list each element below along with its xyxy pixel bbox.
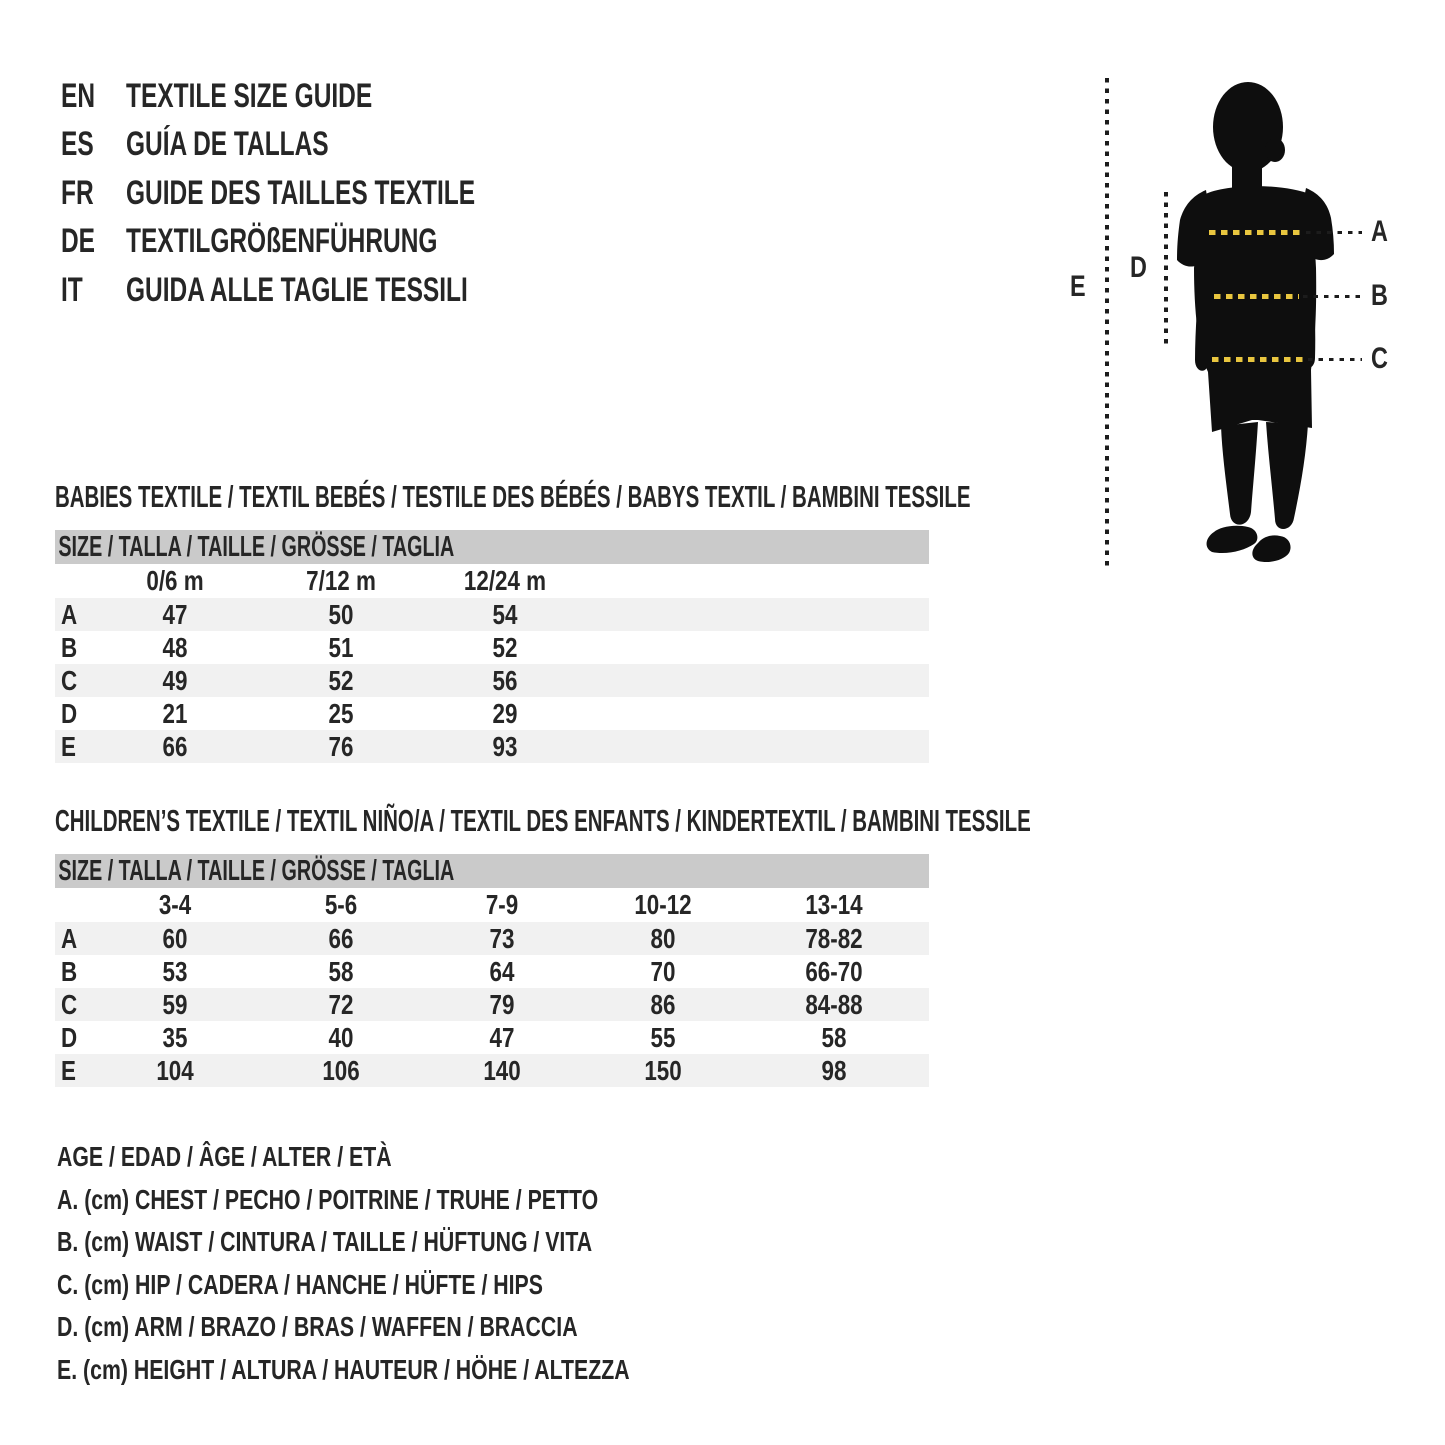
size-header-label: SIZE / TALLA / TAILLE / GRÖSSE / TAGLIA [58,530,455,563]
chest-measure-dash-a [1209,230,1303,235]
table-value: 25 [328,697,354,729]
table-value: 29 [492,697,518,729]
table-value: 93 [492,730,518,762]
table-value: 66 [162,730,188,762]
table-value: 66-70 [805,955,863,987]
table-value: 51 [328,631,354,663]
table-value: 86 [650,988,676,1020]
babies-size-header-bar [55,530,929,564]
row-label: A [61,598,78,630]
measure-label-a: A [1371,215,1388,248]
measure-label-d: D [1130,251,1147,284]
chest-measure-dots-a [1306,231,1362,235]
table-value: 70 [650,955,676,987]
table-value: 150 [644,1054,682,1086]
table-value: 48 [162,631,188,663]
children-column-header-row [55,888,929,922]
table-value: 104 [156,1054,194,1086]
legend-waist: B. (cm) WAIST / CINTURA / TAILLE / HÜFTUNG / VITA [57,1226,593,1257]
column-header: 5-6 [324,889,358,920]
height-measure-line-e [1105,78,1109,570]
table-value: 49 [162,664,188,696]
hip-measure-dots-c [1308,358,1362,362]
language-row-en [61,72,468,120]
table-row-d [55,1021,929,1054]
table-value: 79 [489,988,515,1020]
language-row-es [61,120,407,168]
column-header: 0/6 m [146,565,204,596]
table-value: 73 [489,922,515,954]
language-row-de [61,217,559,265]
language-code: IT [61,270,83,309]
table-value: 64 [489,955,515,987]
table-value: 47 [162,598,188,630]
legend-arm: D. (cm) ARM / BRAZO / BRAS / WAFFEN / BRACCIA [57,1311,578,1342]
table-value: 56 [492,664,518,696]
column-header: 7-9 [485,889,519,920]
column-header: 13-14 [805,889,863,920]
table-value: 78-82 [805,922,863,954]
table-value: 72 [328,988,354,1020]
table-value: 60 [162,922,188,954]
table-value: 47 [489,1021,515,1053]
table-value: 52 [492,631,518,663]
table-row-d [55,697,929,730]
language-title: TEXTILE SIZE GUIDE [126,76,373,115]
column-header: 7/12 m [306,565,376,596]
column-header: 3-4 [158,889,192,920]
table-value: 40 [328,1021,354,1053]
table-row-c [55,664,929,697]
size-header-label: SIZE / TALLA / TAILLE / GRÖSSE / TAGLIA [58,854,455,887]
table-value: 52 [328,664,354,696]
language-code: DE [61,221,96,260]
table-value: 66 [328,922,354,954]
table-row-e [55,730,929,763]
column-header: 12/24 m [463,565,547,596]
row-label: C [61,664,78,696]
table-value: 58 [328,955,354,987]
table-value: 53 [162,955,188,987]
table-value: 35 [162,1021,188,1053]
table-value: 21 [162,697,188,729]
child-silhouette-icon [1160,70,1350,580]
table-row-b [55,955,929,988]
table-value: 140 [483,1054,521,1086]
legend-hip: C. (cm) HIP / CADERA / HANCHE / HÜFTE / HIPS [57,1269,543,1300]
language-code: FR [61,173,94,212]
children-size-header-bar [55,854,929,888]
language-title: GUIDE DES TAILLES TEXTILE [126,173,476,212]
table-row-a [55,922,929,955]
row-label: B [61,955,78,987]
table-value: 50 [328,598,354,630]
table-value: 84-88 [805,988,863,1020]
table-value: 80 [650,922,676,954]
table-row-b [55,631,929,664]
measure-label-c: C [1371,342,1388,375]
measure-label-b: B [1371,279,1388,312]
language-row-fr [61,169,611,217]
row-label: E [61,1054,76,1086]
table-row-e [55,1054,929,1087]
row-label: A [61,922,78,954]
waist-measure-dash-b [1214,294,1299,299]
language-title: GUIDA ALLE TAGLIE TESSILI [126,270,468,309]
table-row-c [55,988,929,1021]
language-code: ES [61,124,94,163]
row-label: E [61,730,76,762]
table-value: 58 [821,1021,847,1053]
hip-measure-dash-c [1212,357,1305,362]
language-row-it [61,266,601,314]
legend-chest: A. (cm) CHEST / PECHO / POITRINE / TRUHE / PETTO [57,1184,599,1215]
children-section-title: CHILDREN’S TEXTILE / TEXTIL NIÑO/A / TEXTIL DES ENFANTS / KINDERTEXTIL / BAMBINI TESSILE [55,803,1031,838]
row-label: D [61,1021,78,1053]
row-label: C [61,988,78,1020]
babies-section-title: BABIES TEXTILE / TEXTIL BEBÉS / TESTILE DES BÉBÉS / BABYS TEXTIL / BAMBINI TESSILE [55,479,971,514]
legend-height: E. (cm) HEIGHT / ALTURA / HAUTEUR / HÖHE / ALTEZZA [57,1354,630,1385]
language-title: TEXTILGRÖßENFÜHRUNG [126,221,438,260]
table-value: 98 [821,1054,847,1086]
row-label: D [61,697,78,729]
table-value: 106 [322,1054,360,1086]
table-value: 76 [328,730,354,762]
table-value: 55 [650,1021,676,1053]
table-row-a [55,598,929,631]
row-label: B [61,631,78,663]
table-value: 54 [492,598,518,630]
legend-age: AGE / EDAD / ÂGE / ALTER / ETÀ [57,1141,392,1172]
babies-column-header-row [55,564,929,598]
measure-label-e: E [1070,270,1086,303]
waist-measure-dots-b [1303,295,1362,299]
language-code: EN [61,76,96,115]
language-title: GUÍA DE TALLAS [126,124,329,163]
column-header: 10-12 [634,889,692,920]
table-value: 59 [162,988,188,1020]
